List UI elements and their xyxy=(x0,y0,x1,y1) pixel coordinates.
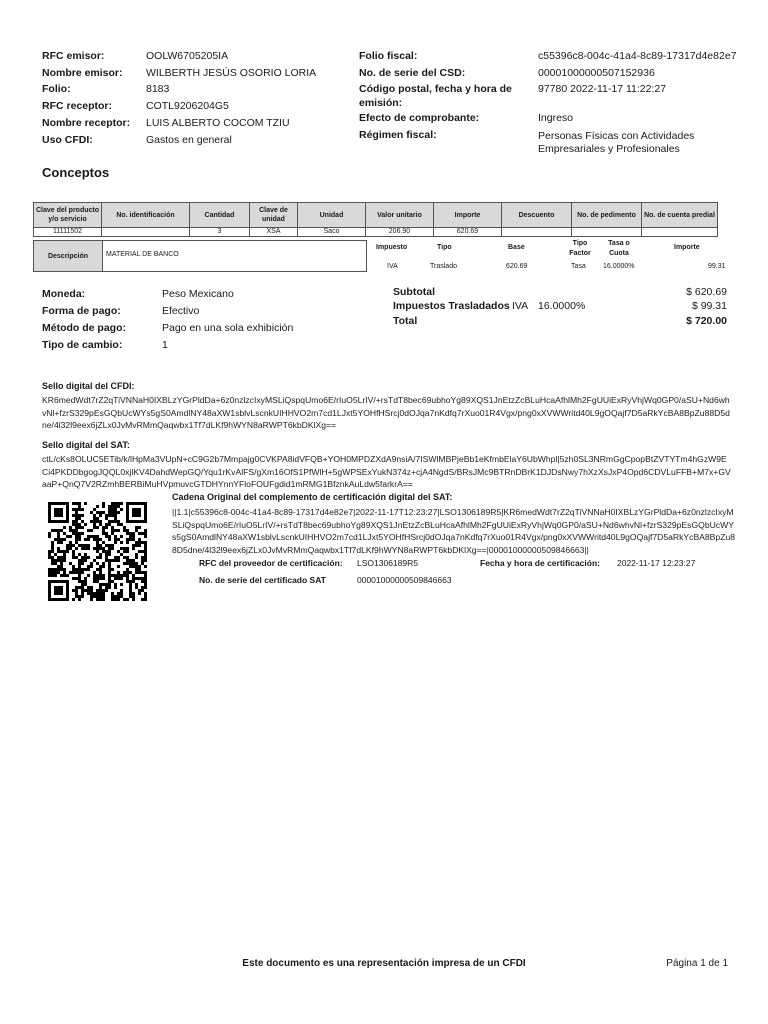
forma-pago-label: Forma de pago: xyxy=(42,305,121,317)
forma-pago-value: Efectivo xyxy=(162,305,200,317)
subtotal-value: $ 620.69 xyxy=(686,286,727,298)
regimen-value: Personas Físicas con Actividades xyxy=(538,130,695,142)
rfc-proveedor-label: RFC del proveedor de certificación: xyxy=(199,558,343,568)
nombre-emisor-value: WILBERTH JESÚS OSORIO LORIA xyxy=(146,67,317,79)
fecha-certificacion-value: 2022-11-17 12:23:27 xyxy=(617,558,696,568)
rfc-receptor-label: RFC receptor: xyxy=(42,100,113,112)
cell-descuento xyxy=(502,228,572,237)
col-unidad: Unidad xyxy=(298,203,366,228)
col-no-pedimento: No. de pedimento xyxy=(572,203,642,228)
regimen-value-line2: Empresariales y Profesionales xyxy=(538,143,680,155)
nombre-receptor-label: Nombre receptor: xyxy=(42,117,131,129)
cp-fecha-label: Código postal, fecha y hora de xyxy=(359,83,512,95)
serie-certificado-value: 00001000000509846663 xyxy=(357,575,452,585)
tax-col-base: Base xyxy=(508,244,525,251)
tipo-cambio-label: Tipo de cambio: xyxy=(42,339,123,351)
serie-csd-label: No. de serie del CSD: xyxy=(359,67,466,79)
tax-col-impuesto: Impuesto xyxy=(376,244,408,251)
total-value: $ 720.00 xyxy=(686,315,727,327)
cell-unidad: Saco xyxy=(298,228,366,237)
metodo-pago-label: Método de pago: xyxy=(42,322,126,334)
descripcion-value: MATERIAL DE BANCO xyxy=(106,251,179,258)
descripcion-box xyxy=(33,240,367,272)
serie-certificado-label: No. de serie del certificado SAT xyxy=(199,575,326,585)
tax-tasa-value: 16.0000% xyxy=(603,263,635,270)
impuestos-tipo: IVA xyxy=(512,300,529,312)
total-label: Total xyxy=(393,315,418,327)
nombre-receptor-value: LUIS ALBERTO COCOM TZIU xyxy=(146,117,290,129)
rfc-emisor-value: OOLW6705205IA xyxy=(146,50,229,62)
page-number: Página 1 de 1 xyxy=(666,958,728,969)
descripcion-label: Descripción xyxy=(34,241,103,271)
nombre-emisor-label: Nombre emisor: xyxy=(42,67,123,79)
tax-col-tipo-factor: Tipo Factor xyxy=(569,240,591,257)
rfc-emisor-label: RFC emisor: xyxy=(42,50,105,62)
sello-cfdi-text: KR6medWdt7rZ2qTiVNNaH0IXBLzYGrPldDa+6z0nzlzcIxyMSLiQspqUmo6E/rIuO5LrIV/+rsTdT8bec69ubhoYg89XQS1JnEtzZcBLuHcaAfhlMh2FgUUiExRyVhjWq0GP0/aSU+Nd6whvNl+fzrS329pEsGQbUcWYs5gS0AmdlNY48aXW1sblvLscnkUIHHVO2m7cd1LJxt5YOHfHSrcj0dOJqa7nKdfq7rXuo01R4Vgx/png0xXVWWritd40L9gOQajf7D5aRkYcBA8BpZu88D5dne/4l32l9eex6jZLx0JvMvRMmQaqwbx1Tf7dLKf9hWYN8aRWPT6kbDKlXg== xyxy=(42,395,730,430)
col-cuenta-predial: No. de cuenta predial xyxy=(642,203,718,228)
serie-csd-value: 00001000000507152936 xyxy=(538,67,655,79)
col-importe: Importe xyxy=(434,203,502,228)
efecto-value: Ingreso xyxy=(538,112,574,124)
impuestos-label: Impuestos Trasladados xyxy=(393,300,510,312)
rfc-proveedor-value: LSO1306189R5 xyxy=(357,558,418,568)
tipo-cambio-value: 1 xyxy=(162,339,168,351)
moneda-value: Peso Mexicano xyxy=(162,288,234,300)
folio-fiscal-value: c55396c8-004c-41a4-8c89-17317d4e82e7 xyxy=(538,50,737,62)
tax-col-tasa-cuota: Tasa o Cuota xyxy=(608,240,630,257)
sello-sat-text: ctL/cKs8OLUC5ETib/k/lHpMa3VUpN+cC9G2b7Mmpajg0CVKPA8idVFQB+YOH0MPDZXdA9nsiA/7ISWlMBPjeBb1eKfmbElaY6UbWhpl|5zh0SL3NRmGgCpopBtZVTYTm4hGzW9ECi4PKDDbgogJQQL0xjlKV4DahdWepGQ/Yqu1rKvAlFS/gXm16OfS1PfWlH+5gWPSExYukN374z+cjA4NgdS/BRsJMc9BTRnDBrK1DJDsNwy7hXzXsJxP4Opd6CDVLuFFB+M7x+GVaaP+QnQ7V2RZmhBERBiMuHVpmuvcGTDHYnnYFloFOUFgdid1mRMG1BfznkAuLdw5farkrA== xyxy=(42,454,731,489)
sello-cfdi-label: Sello digital del CFDI: xyxy=(42,381,135,391)
col-clave-producto: Clave del producto y/o servicio xyxy=(34,203,102,228)
cell-clave-producto: 11111502 xyxy=(34,228,102,237)
rfc-receptor-value: COTL9206204G5 xyxy=(146,100,229,112)
regimen-label: Régimen fiscal: xyxy=(359,129,437,141)
tax-tipo-value: Traslado xyxy=(430,263,457,270)
cell-cuenta-predial xyxy=(642,228,718,237)
uso-cfdi-label: Uso CFDI: xyxy=(42,134,93,146)
folio-value: 8183 xyxy=(146,83,170,95)
moneda-label: Moneda: xyxy=(42,288,86,300)
cell-clave-unidad: XSA xyxy=(250,228,298,237)
cell-importe: 620.69 xyxy=(434,228,502,237)
col-clave-unidad: Clave de unidad xyxy=(250,203,298,228)
tax-tipo-factor-value: Tasa xyxy=(571,263,586,270)
conceptos-table xyxy=(33,202,718,237)
cell-no-pedimento xyxy=(572,228,642,237)
col-cantidad: Cantidad xyxy=(190,203,250,228)
tax-importe-value: 99.31 xyxy=(708,263,726,270)
cadena-original-text: ||1.1|c55396c8-004c-41a4-8c89-17317d4e82e7|2022-11-17T12:23:27|LSO1306189R5|KR6medWdt7rZ2qTiVNNaH0IXBLzYGrPldDa+6z0nzlzcIxyMSLiQspqUmo6E/rIuO5LrIV/+rsTdT8bec69ubhoYg89XQS1JnEtzZcBLuHcaAfhlMh2FgUUiExRyVhjWq0GP0/aSU+Nd6whvNl+fzrS329pEsGQbUcWYs5gS0AmdlNY48aXW1sblvLscnkUIHHVO2m7cd1LJxt5YOHfHSrcj0dOJqa7nKdfq7rXuo01R4Vgx/png0xXVWWritd40L9gOQajf7D5aRkYcBA8BpZu88D5dne/4l32l9eex6jZLx0JvMvRMmQaqwbx1Tf7dLKf9hWYN8aRWPT6kbDKlXg==|00001000000509846663|| xyxy=(172,507,736,555)
qr-code-icon xyxy=(48,502,147,601)
footer-note: Este documento es una representación impresa de un CFDI xyxy=(242,958,526,969)
impuestos-value: $ 99.31 xyxy=(691,300,727,312)
col-valor-unitario: Valor unitario xyxy=(366,203,434,228)
tax-col-importe: Importe xyxy=(674,244,700,251)
tax-col-tipo: Tipo xyxy=(437,244,452,251)
uso-cfdi-value: Gastos en general xyxy=(146,134,232,146)
efecto-label: Efecto de comprobante: xyxy=(359,112,480,124)
conceptos-title: Conceptos xyxy=(42,165,110,180)
tax-base-value: 620.69 xyxy=(506,263,528,270)
folio-label: Folio: xyxy=(42,83,71,95)
impuestos-tasa: 16.0000% xyxy=(538,300,586,312)
cell-no-identificacion xyxy=(102,228,190,237)
cell-valor-unitario: 206.90 xyxy=(366,228,434,237)
fecha-certificacion-label: Fecha y hora de certificación: xyxy=(480,558,600,568)
table-row xyxy=(34,228,718,237)
conceptos-header-row xyxy=(34,203,718,228)
subtotal-label: Subtotal xyxy=(393,286,435,298)
metodo-pago-value: Pago en una sola exhibición xyxy=(162,322,294,334)
col-descuento: Descuento xyxy=(502,203,572,228)
col-no-identificacion: No. identificación xyxy=(102,203,190,228)
cadena-original-label: Cadena Original del complemento de certificación digital del SAT: xyxy=(172,492,453,502)
sello-sat-label: Sello digital del SAT: xyxy=(42,440,130,450)
cp-fecha-label-line2: emisión: xyxy=(359,97,403,109)
cp-fecha-value: 97780 2022-11-17 11:22:27 xyxy=(538,83,667,95)
cell-cantidad: 3 xyxy=(190,228,250,237)
tax-impuesto-value: IVA xyxy=(387,263,398,270)
folio-fiscal-label: Folio fiscal: xyxy=(359,50,418,62)
